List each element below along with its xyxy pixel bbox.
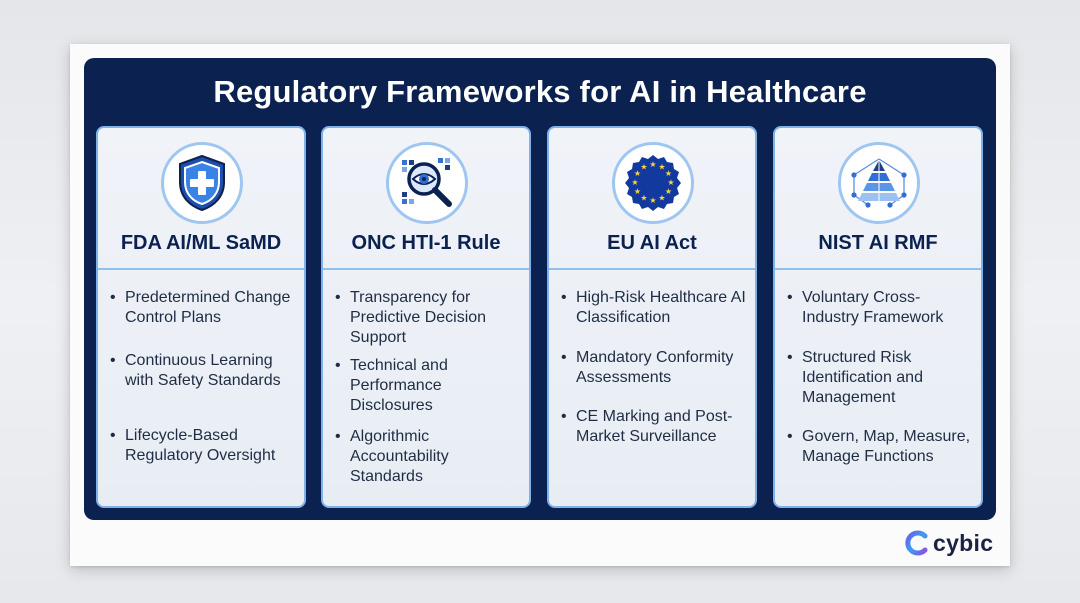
- bullet-list: [787, 288, 977, 486]
- svg-text:★: ★: [664, 187, 673, 196]
- bullet-item: • Govern, Map, Measure, Manage Functions: [787, 427, 977, 467]
- svg-text:★: ★: [633, 169, 642, 178]
- bullet-item: • Technical and Performance Disclosures: [335, 356, 525, 416]
- bullet-item: • Mandatory Conformity Assessments: [561, 348, 751, 388]
- shield-cross-icon: [161, 142, 243, 224]
- bullet-item: • Algorithmic Accountability Standards: [335, 427, 525, 487]
- magnifier-eye-icon: [386, 142, 468, 224]
- bullet-item: • Predetermined Change Control Plans: [110, 288, 300, 328]
- bullet-item: • Structured Risk Identification and Management: [787, 348, 977, 408]
- bullet-item: • CE Marking and Post-Market Surveillance: [561, 407, 751, 447]
- logo-text: cybic: [933, 529, 994, 556]
- card-divider: [323, 268, 529, 270]
- svg-text:★: ★: [649, 160, 657, 169]
- page-title: Regulatory Frameworks for AI in Healthcare: [213, 74, 867, 109]
- svg-text:★: ★: [640, 162, 648, 172]
- card-title: EU AI Act: [607, 232, 697, 254]
- svg-text:★: ★: [658, 162, 666, 172]
- cybic-logo-icon: [904, 530, 930, 556]
- svg-text:★: ★: [658, 193, 666, 203]
- card-nist: [773, 126, 983, 508]
- bullet-item: • High-Risk Healthcare AI Classification: [561, 288, 751, 328]
- card-title: FDA AI/ML SaMD: [120, 232, 282, 254]
- eu-flag-icon: [612, 142, 694, 224]
- card-divider: [775, 268, 981, 270]
- card-eu: [547, 126, 757, 508]
- bullet-list: [561, 288, 751, 466]
- card-fda: [96, 126, 306, 508]
- cybic-logo: [904, 528, 993, 558]
- svg-text:★: ★: [631, 178, 639, 187]
- bullet-item: • Transparency for Predictive Decision Support: [335, 288, 525, 348]
- svg-text:★: ★: [664, 169, 673, 178]
- bullet-item: • Lifecycle-Based Regulatory Oversight: [110, 426, 300, 466]
- card-divider: [549, 268, 755, 270]
- card-title: NIST AI RMF: [818, 232, 938, 254]
- bullet-list: [335, 288, 525, 506]
- svg-text:★: ★: [633, 187, 642, 196]
- bullet-item: • Voluntary Cross-Industry Framework: [787, 288, 977, 328]
- bullet-item: • Continuous Learning with Safety Standards: [110, 351, 300, 391]
- card-title: ONC HTI-1 Rule: [351, 232, 501, 254]
- pyramid-network-icon: [838, 142, 920, 224]
- card-divider: [98, 268, 304, 270]
- card-onc: [321, 126, 531, 508]
- svg-text:★: ★: [649, 196, 657, 205]
- svg-text:★: ★: [640, 193, 648, 203]
- bullet-list: [110, 288, 300, 485]
- svg-text:★: ★: [667, 178, 675, 187]
